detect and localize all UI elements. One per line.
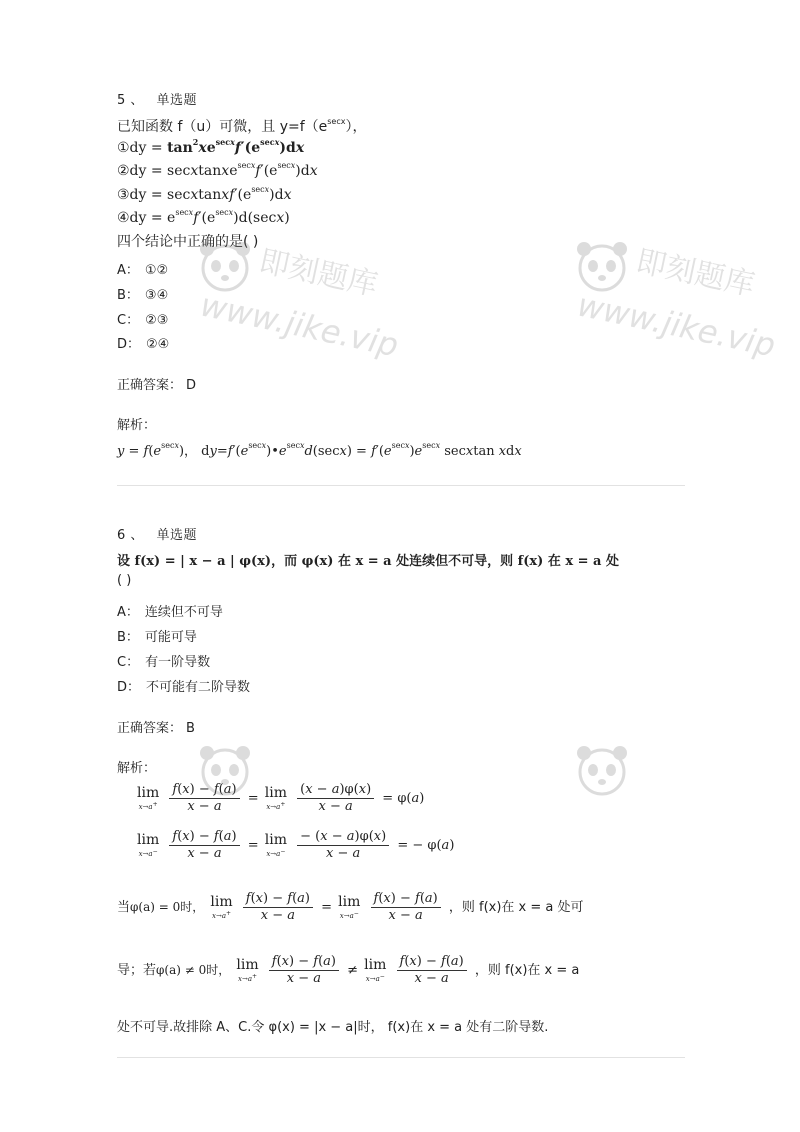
q6-answer: 正确答案： B — [117, 721, 195, 736]
q5-option-a[interactable]: A： ①② — [117, 263, 169, 278]
q5-item-3: ③dy = $secxtanxf'(e^{secx})dx$ — [117, 185, 292, 203]
q5-header — [117, 89, 197, 108]
q5-item-2: ②dy = $secxtanxe^{secx}f'(e^{secx})dx$ — [117, 161, 318, 179]
q6-option-a[interactable]: A： 连续但不可导 — [117, 605, 223, 620]
q6-analysis-line1: 当φ(a) = 0时， lim x→a+ $\frac{f(x) - f(a)}{x - a}$ = lim x→a− $\frac{f(x) - f(a)}{x - a}$ ，则 f(x)在 x = a 处可 — [117, 891, 584, 923]
q5-answer-value: D — [186, 378, 197, 393]
q5-stem-suffix: ）， — [345, 119, 367, 135]
q5-option-b[interactable]: B： ③④ — [117, 288, 169, 303]
q6-limit-left: lim x→a− $\frac{f(x) - f(a)}{x - a}$ = lim x→a− $\frac{- (x - a)\varphi(x)}{x - a}$ = − φ(a) — [137, 829, 455, 861]
q5-item-1: ①dy = $\tan^2xe^{secx}f'(e^{secx})dx$ — [117, 137, 305, 156]
watermark-cn: 即刻题库 — [632, 243, 758, 304]
q5-item-4: ④dy = $e^{secx}f'(e^{secx})d(\sec x)$ — [117, 208, 290, 226]
q6-analysis-line2: 导；若φ(a) ≠ 0时， lim x→a+ $\frac{f(x) - f(a)}{x - a}$ ≠ lim x→a− $\frac{f(x) - f(a)}{x - a}$ ，则 f(x)在 x = a — [117, 954, 580, 986]
q6-option-c[interactable]: C： 有一阶导数 — [117, 655, 211, 670]
q5-type: 单选题 — [156, 93, 198, 108]
panda-logo-icon — [572, 236, 632, 296]
q5-stem-prefix: 已知函数 f（u）可微，且 y=f（e — [117, 119, 328, 135]
q5-analysis-label: 解析： — [117, 418, 157, 433]
watermark — [572, 236, 800, 366]
q6-analysis-label: 解析： — [117, 761, 157, 776]
q6-option-d[interactable]: D： 不可能有二阶导数 — [117, 680, 251, 695]
q6-limit-right: lim x→a+ $\frac{f(x) - f(a)}{x - a}$ = lim x→a+ $\frac{(x - a)\varphi(x)}{x - a}$ = φ(a) — [137, 782, 425, 814]
divider — [117, 1057, 685, 1058]
q6-type: 单选题 — [156, 528, 198, 543]
q6-stem-line2: ( ) — [117, 573, 132, 588]
watermark-url: www.jike.vip — [197, 285, 402, 365]
watermark-url: www.jike.vip — [574, 285, 779, 365]
watermark — [572, 740, 772, 800]
q5-question: 四个结论中正确的是( ) — [117, 234, 259, 250]
watermark-cn: 即刻题库 — [255, 243, 381, 304]
q5-analysis-formula: $y = f(e^{secx})$， $dy=f'(e^{secx})•e^{secx}d(\sec x) = f'(e^{secx})e^{secx}$ secxtan xdx — [117, 441, 522, 459]
panda-logo-icon — [572, 740, 632, 800]
q6-analysis-line3: 处不可导.故排除 A、C.令 φ(x) = |x − a|时， f(x)在 x = a 处有二阶导数. — [117, 1020, 549, 1035]
q6-header — [117, 524, 197, 543]
watermark — [195, 236, 425, 366]
divider — [117, 485, 685, 486]
q6-number: 6 、 — [117, 528, 144, 543]
q6-stem-line1: 设 f(x) = | x − a | φ(x)，而 φ(x) 在 x = a 处连续但不可导，则 f(x) 在 x = a 处 — [117, 554, 619, 569]
q5-stem — [117, 116, 367, 136]
q5-number: 5 、 — [117, 93, 144, 108]
q5-stem-sup: secx — [327, 117, 346, 126]
q6-option-b[interactable]: B： 可能可导 — [117, 630, 197, 645]
q5-answer: 正确答案： D — [117, 378, 197, 393]
q5-option-c[interactable]: C： ②③ — [117, 313, 169, 328]
q6-answer-value: B — [186, 721, 195, 736]
q5-option-d[interactable]: D： ②④ — [117, 337, 170, 352]
